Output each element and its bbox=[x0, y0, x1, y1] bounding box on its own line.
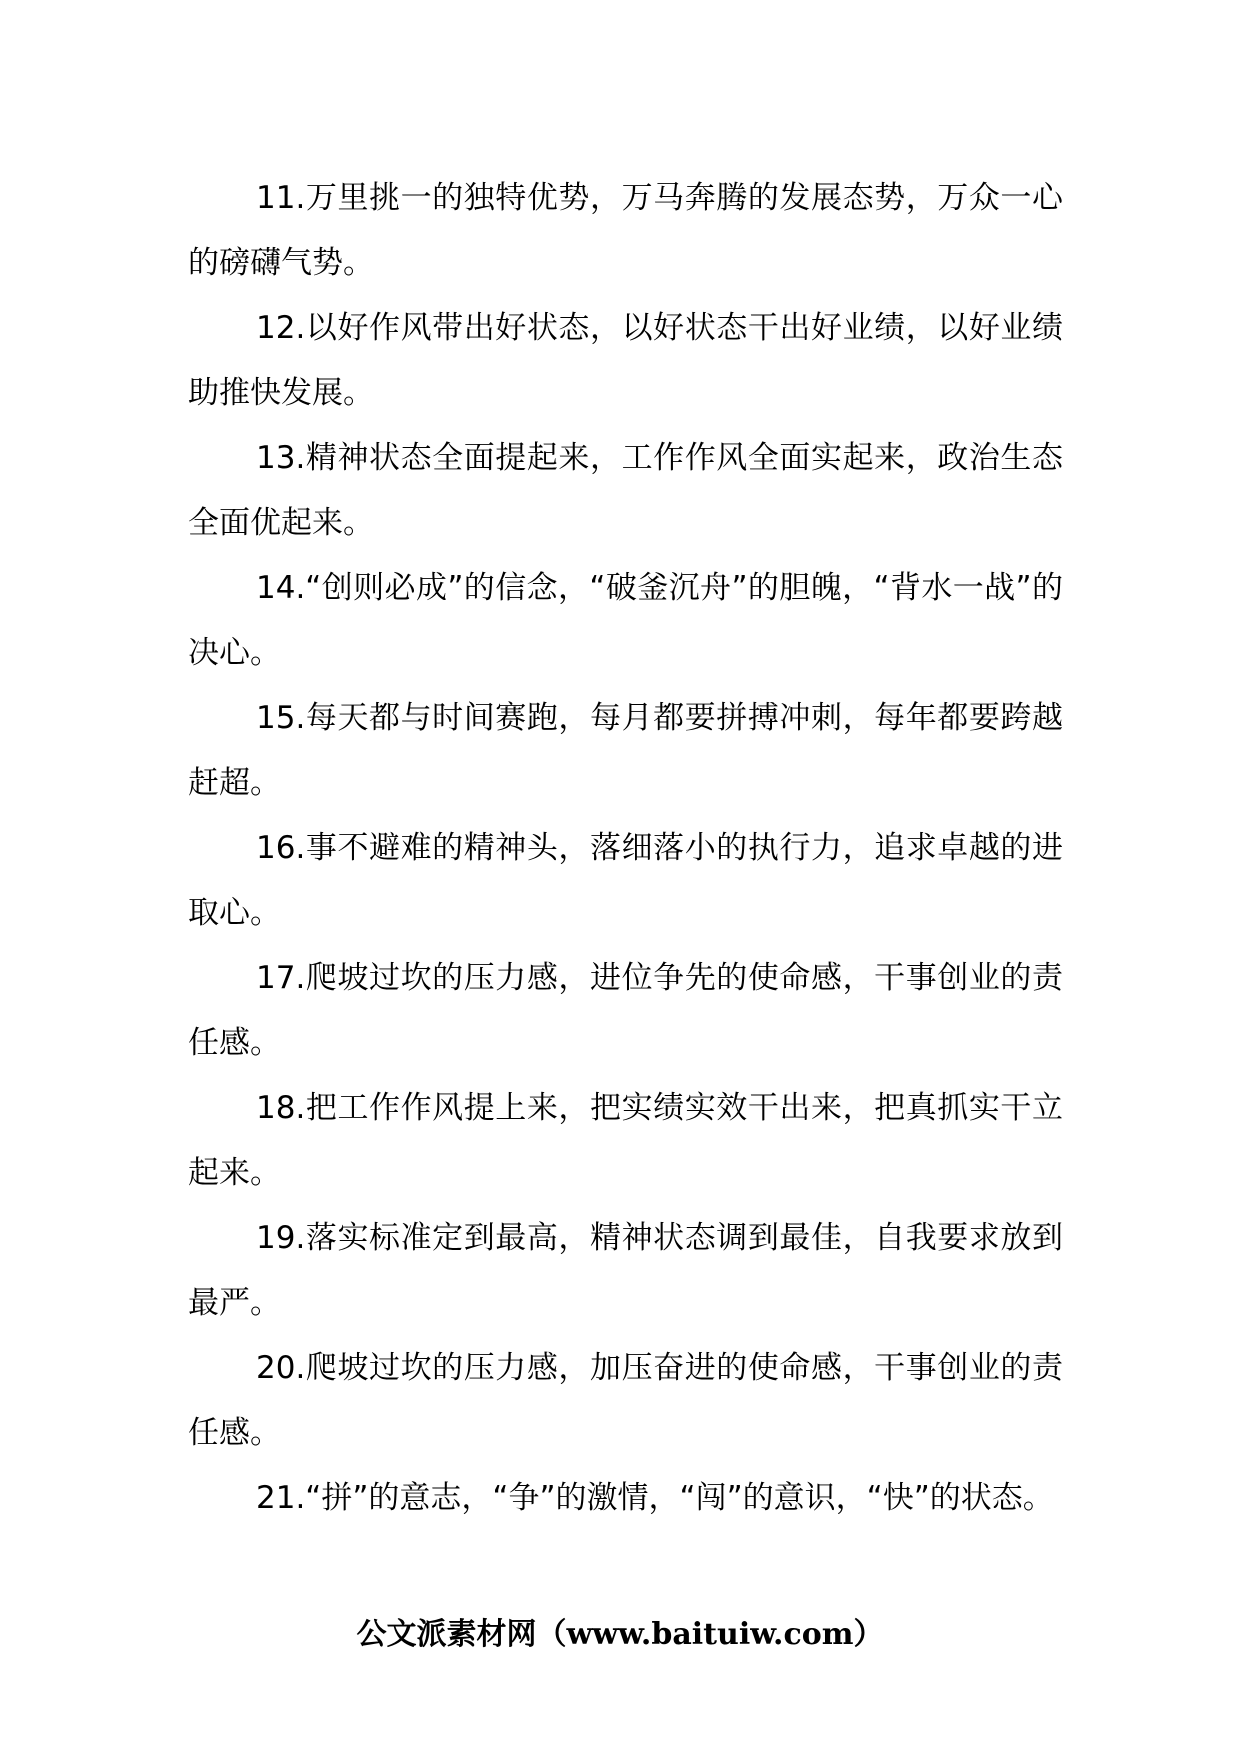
paragraph-13: 13.精神状态全面提起来，工作作风全面实起来，政治生态全面优起来。 bbox=[188, 440, 1063, 541]
paragraph-14: 14.“创则必成”的信念，“破釜沉舟”的胆魄，“背水一战”的决心。 bbox=[188, 570, 1063, 671]
paragraph-19: 19.落实标准定到最高，精神状态调到最佳，自我要求放到最严。 bbox=[188, 1220, 1063, 1321]
paragraph-11: 11.万里挑一的独特优势，万马奔腾的发展态势，万众一心的磅礴气势。 bbox=[188, 180, 1063, 281]
paragraph-16: 16.事不避难的精神头，落细落小的执行力，追求卓越的进取心。 bbox=[188, 830, 1063, 931]
paragraph-12: 12.以好作风带出好状态，以好状态干出好业绩，以好业绩助推快发展。 bbox=[188, 310, 1063, 411]
paragraph-20: 20.爬坡过坎的压力感，加压奋进的使命感，干事创业的责任感。 bbox=[188, 1350, 1063, 1451]
document-body bbox=[188, 166, 1063, 1531]
page-footer-source: 公文派素材网（www.baituiw.com） bbox=[356, 1617, 884, 1652]
paragraph-17: 17.爬坡过坎的压力感，进位争先的使命感，干事创业的责任感。 bbox=[188, 960, 1063, 1061]
paragraph-15: 15.每天都与时间赛跑，每月都要拼搏冲刺，每年都要跨越赶超。 bbox=[188, 700, 1063, 801]
paragraph-18: 18.把工作作风提上来，把实绩实效干出来，把真抓实干立起来。 bbox=[188, 1090, 1063, 1191]
paragraph-21: 21.“拼”的意志，“争”的激情，“闯”的意识，“快”的状态。 bbox=[256, 1480, 1054, 1516]
